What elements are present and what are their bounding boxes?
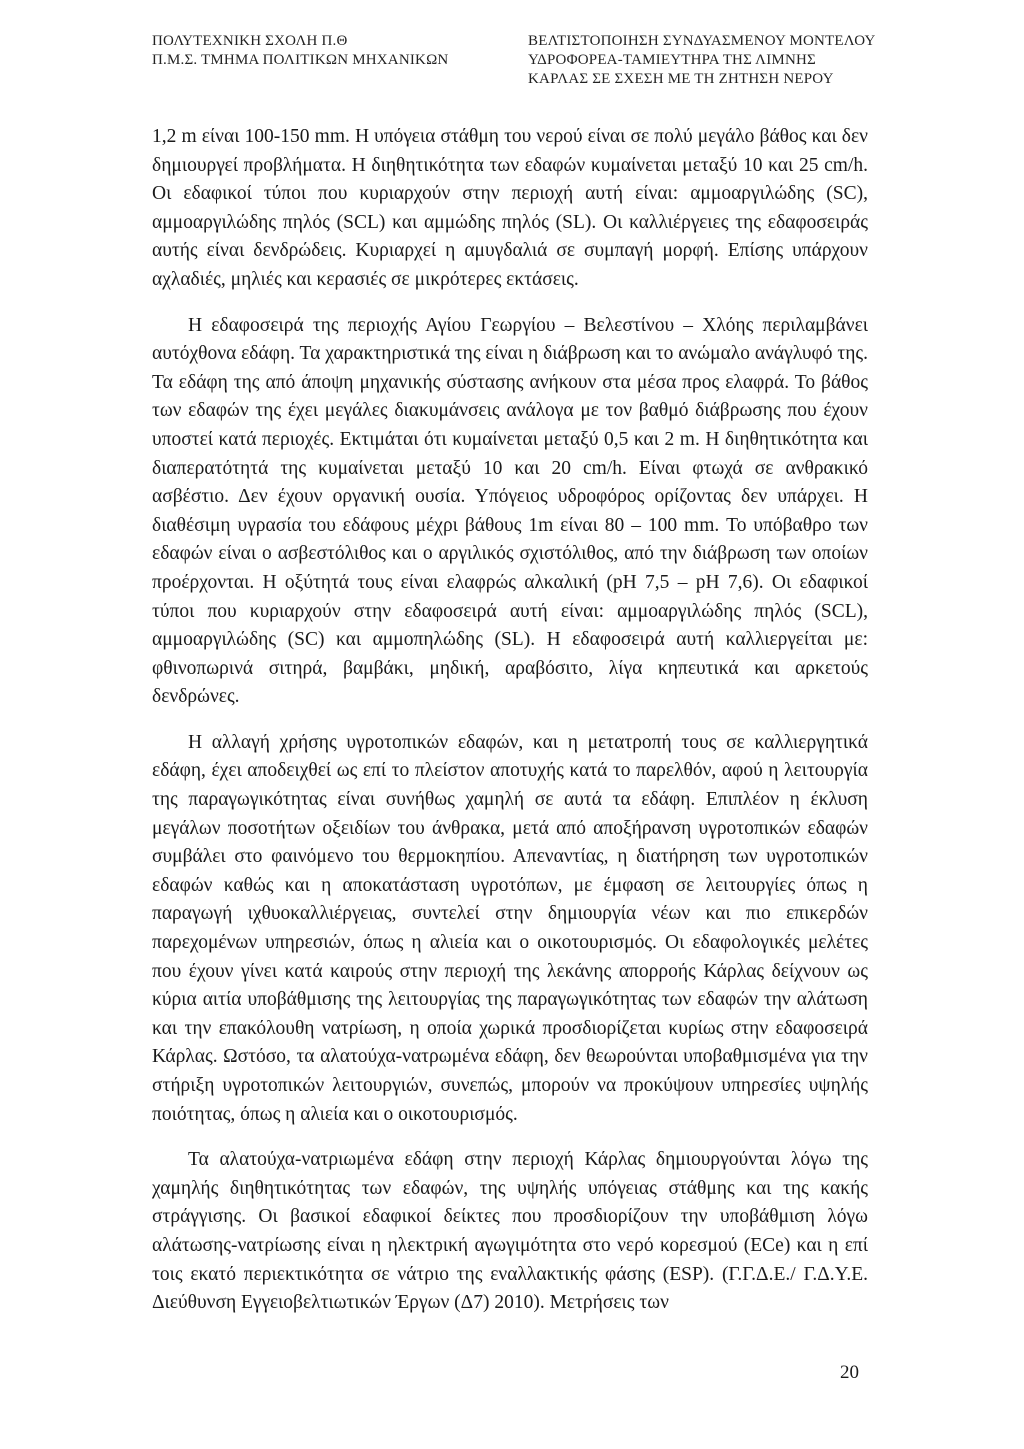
header-title-line-3: ΚΑΡΛΑΣ ΣΕ ΣΧΕΣΗ ΜΕ ΤΗ ΖΗΤΗΣΗ ΝΕΡΟΥ <box>528 71 834 87</box>
paragraph-1: 1,2 m είναι 100-150 mm. Η υπόγεια στάθμη του νερού είναι σε πολύ μεγάλο βάθος και δεν δημιουργεί προβλήματα. Η διηθητικότητα των εδαφών κυμαίνεται μεταξύ 10 και 25 cm/h. Οι εδαφικοί τύποι που κυριαρχούν στην περιοχή αυτή είναι: αμμοαργιλώδης (SC), αμμοαργιλώδης πηλός (SCL) και αμμώδης πηλός (SL). Οι καλλιέργειες της εδαφοσειράς αυτής είναι δενδρώδεις. Κυριαρχεί η αμυγδαλιά σε συμπαγή μορφή. Επίσης υπάρχουν αχλαδιές, μηλιές και κερασιές σε μικρότερες εκτάσεις. <box>152 126 868 290</box>
document-body <box>152 123 868 1335</box>
header-school: ΠΟΛΥΤΕΧΝΙΚΗ ΣΧΟΛΗ Π.Θ <box>152 33 348 49</box>
header-department: Π.Μ.Σ. ΤΜΗΜΑ ΠΟΛΙΤΙΚΩΝ ΜΗΧΑΝΙΚΩΝ <box>152 52 449 68</box>
header-right <box>528 32 876 89</box>
header-title-line-1: ΒΕΛΤΙΣΤΟΠΟΙΗΣΗ ΣΥΝΔΥΑΣΜΕΝΟΥ ΜΟΝΤΕΛΟΥ <box>528 33 876 49</box>
paragraph-4: Τα αλατούχα-νατριωμένα εδάφη στην περιοχή Κάρλας δημιουργούνται λόγω της χαμηλής διηθητικότητας των εδαφών, της υψηλής υπόγειας στάθμης και της κακής στράγγισης. Οι βασικοί εδαφικοί δείκτες που προσδιορίζουν την υποβάθμιση λόγω αλάτωσης-νατρίωσης είναι η ηλεκτρική αγωγιμότητα στο νερό κορεσμού (ECe) και η επί τοις εκατό περιεκτικότητα σε νάτριο της εναλλακτικής φάσης (ESP). (Γ.Γ.Δ.Ε./ Γ.Δ.Υ.Ε. Διεύθυνση Εγγειοβελτιωτικών Έργων (Δ7) 2010). Μετρήσεις των <box>152 1149 868 1314</box>
header-title-line-2: ΥΔΡΟΦΟΡΕΑ-ΤΑΜΙΕΥΤΗΡΑ ΤΗΣ ΛΙΜΝΗΣ <box>528 52 816 68</box>
paragraph-2: Η εδαφοσειρά της περιοχής Αγίου Γεωργίου – Βελεστίνου – Χλόης περιλαμβάνει αυτόχθονα εδάφη. Τα χαρακτηριστικά της είναι η διάβρωση και το ανώμαλο ανάγλυφό της. Τα εδάφη της από άποψη μηχανικής σύστασης ανήκουν στα μέσα προς ελαφρά. Το βάθος των εδαφών της έχει μεγάλες διακυμάνσεις ανάλογα με τον βαθμό διάβρωσης που έχουν υποστεί κατά περιοχές. Εκτιμάται ότι κυμαίνεται μεταξύ 0,5 και 2 m. Η διηθητικότητα και διαπερατότητά της κυμαίνεται μεταξύ 10 και 20 cm/h. Είναι φτωχά σε ανθρακικό ασβέστιο. Δεν έχουν οργανική ουσία. Υπόγειος υδροφόρος ορίζοντας δεν υπάρχει. Η διαθέσιμη υγρασία του εδάφους μέχρι βάθους 1m είναι 80 – 100 mm. Το υπόβαθρο των εδαφών είναι ο ασβεστόλιθος και ο αργιλικός σχιστόλιθος, από την διάβρωση των οποίων προέρχονται. Η οξύτητά τους είναι ελαφρώς αλκαλική (pH 7,5 – pH 7,6). Οι εδαφικοί τύποι που κυριαρχούν στην εδαφοσειρά αυτή είναι: αμμοαργιλώδης πηλός (SCL), αμμοαργιλώδης (SC) και αμμοπηλώδης (SL). Η εδαφοσειρά αυτή καλλιεργείται με: φθινοπωρινά σιτηρά, βαμβάκι, μηδική, αραβόσιτο, λίγα κηπευτικά και αρκετούς δενδρώνες. <box>152 314 869 708</box>
page-number: 20 <box>840 1362 859 1383</box>
header-left <box>152 32 448 70</box>
paragraph-3: Η αλλαγή χρήσης υγροτοπικών εδαφών, και η μετατροπή τους σε καλλιεργητικά εδάφη, έχει αποδειχθεί ως επί το πλείστον αποτυχής κατά το παρελθόν, αφού η λειτουργία της παραγωγικότητας είναι συνήθως χαμηλή σε αυτά τα εδάφη. Επιπλέον η έκλυση μεγάλων ποσοτήτων οξειδίων του άνθρακα, μετά από αποξήρανση υγροτοπικών εδαφών συμβάλει στο φαινόμενο του θερμοκηπίου. Απεναντίας, η διατήρηση των υγροτοπικών εδαφών καθώς και η αποκατάσταση υγροτόπων, με έμφαση σε λειτουργίες όπως η παραγωγή ιχθυοκαλλιέργειας, συντελεί στην δημιουργία νέων και πιο επικερδών παρεχομένων υπηρεσιών, όπως η αλιεία και ο οικοτουρισμός. Οι εδαφολογικές μελέτες που έχουν γίνει κατά καιρούς στην περιοχή της λεκάνης απορροής Κάρλας δείχνουν ως κύρια αιτία υποβάθμισης της λειτουργίας της παραγωγικότητας των εδαφών την αλάτωση και την επακόλουθη νατρίωση, η οποία χωρικά προσδιορίζεται κυρίως στην εδαφοσειρά Κάρλας. Ωστόσο, τα αλατούχα-νατρωμένα εδάφη, δεν θεωρούνται υποβαθμισμένα για την στήριξη υγροτοπικών λειτουργιών, συνεπώς, μπορούν να προκύψουν υπηρεσίες υψηλής ποιότητας, όπως η αλιεία και ο οικοτουρισμός. <box>152 731 868 1125</box>
